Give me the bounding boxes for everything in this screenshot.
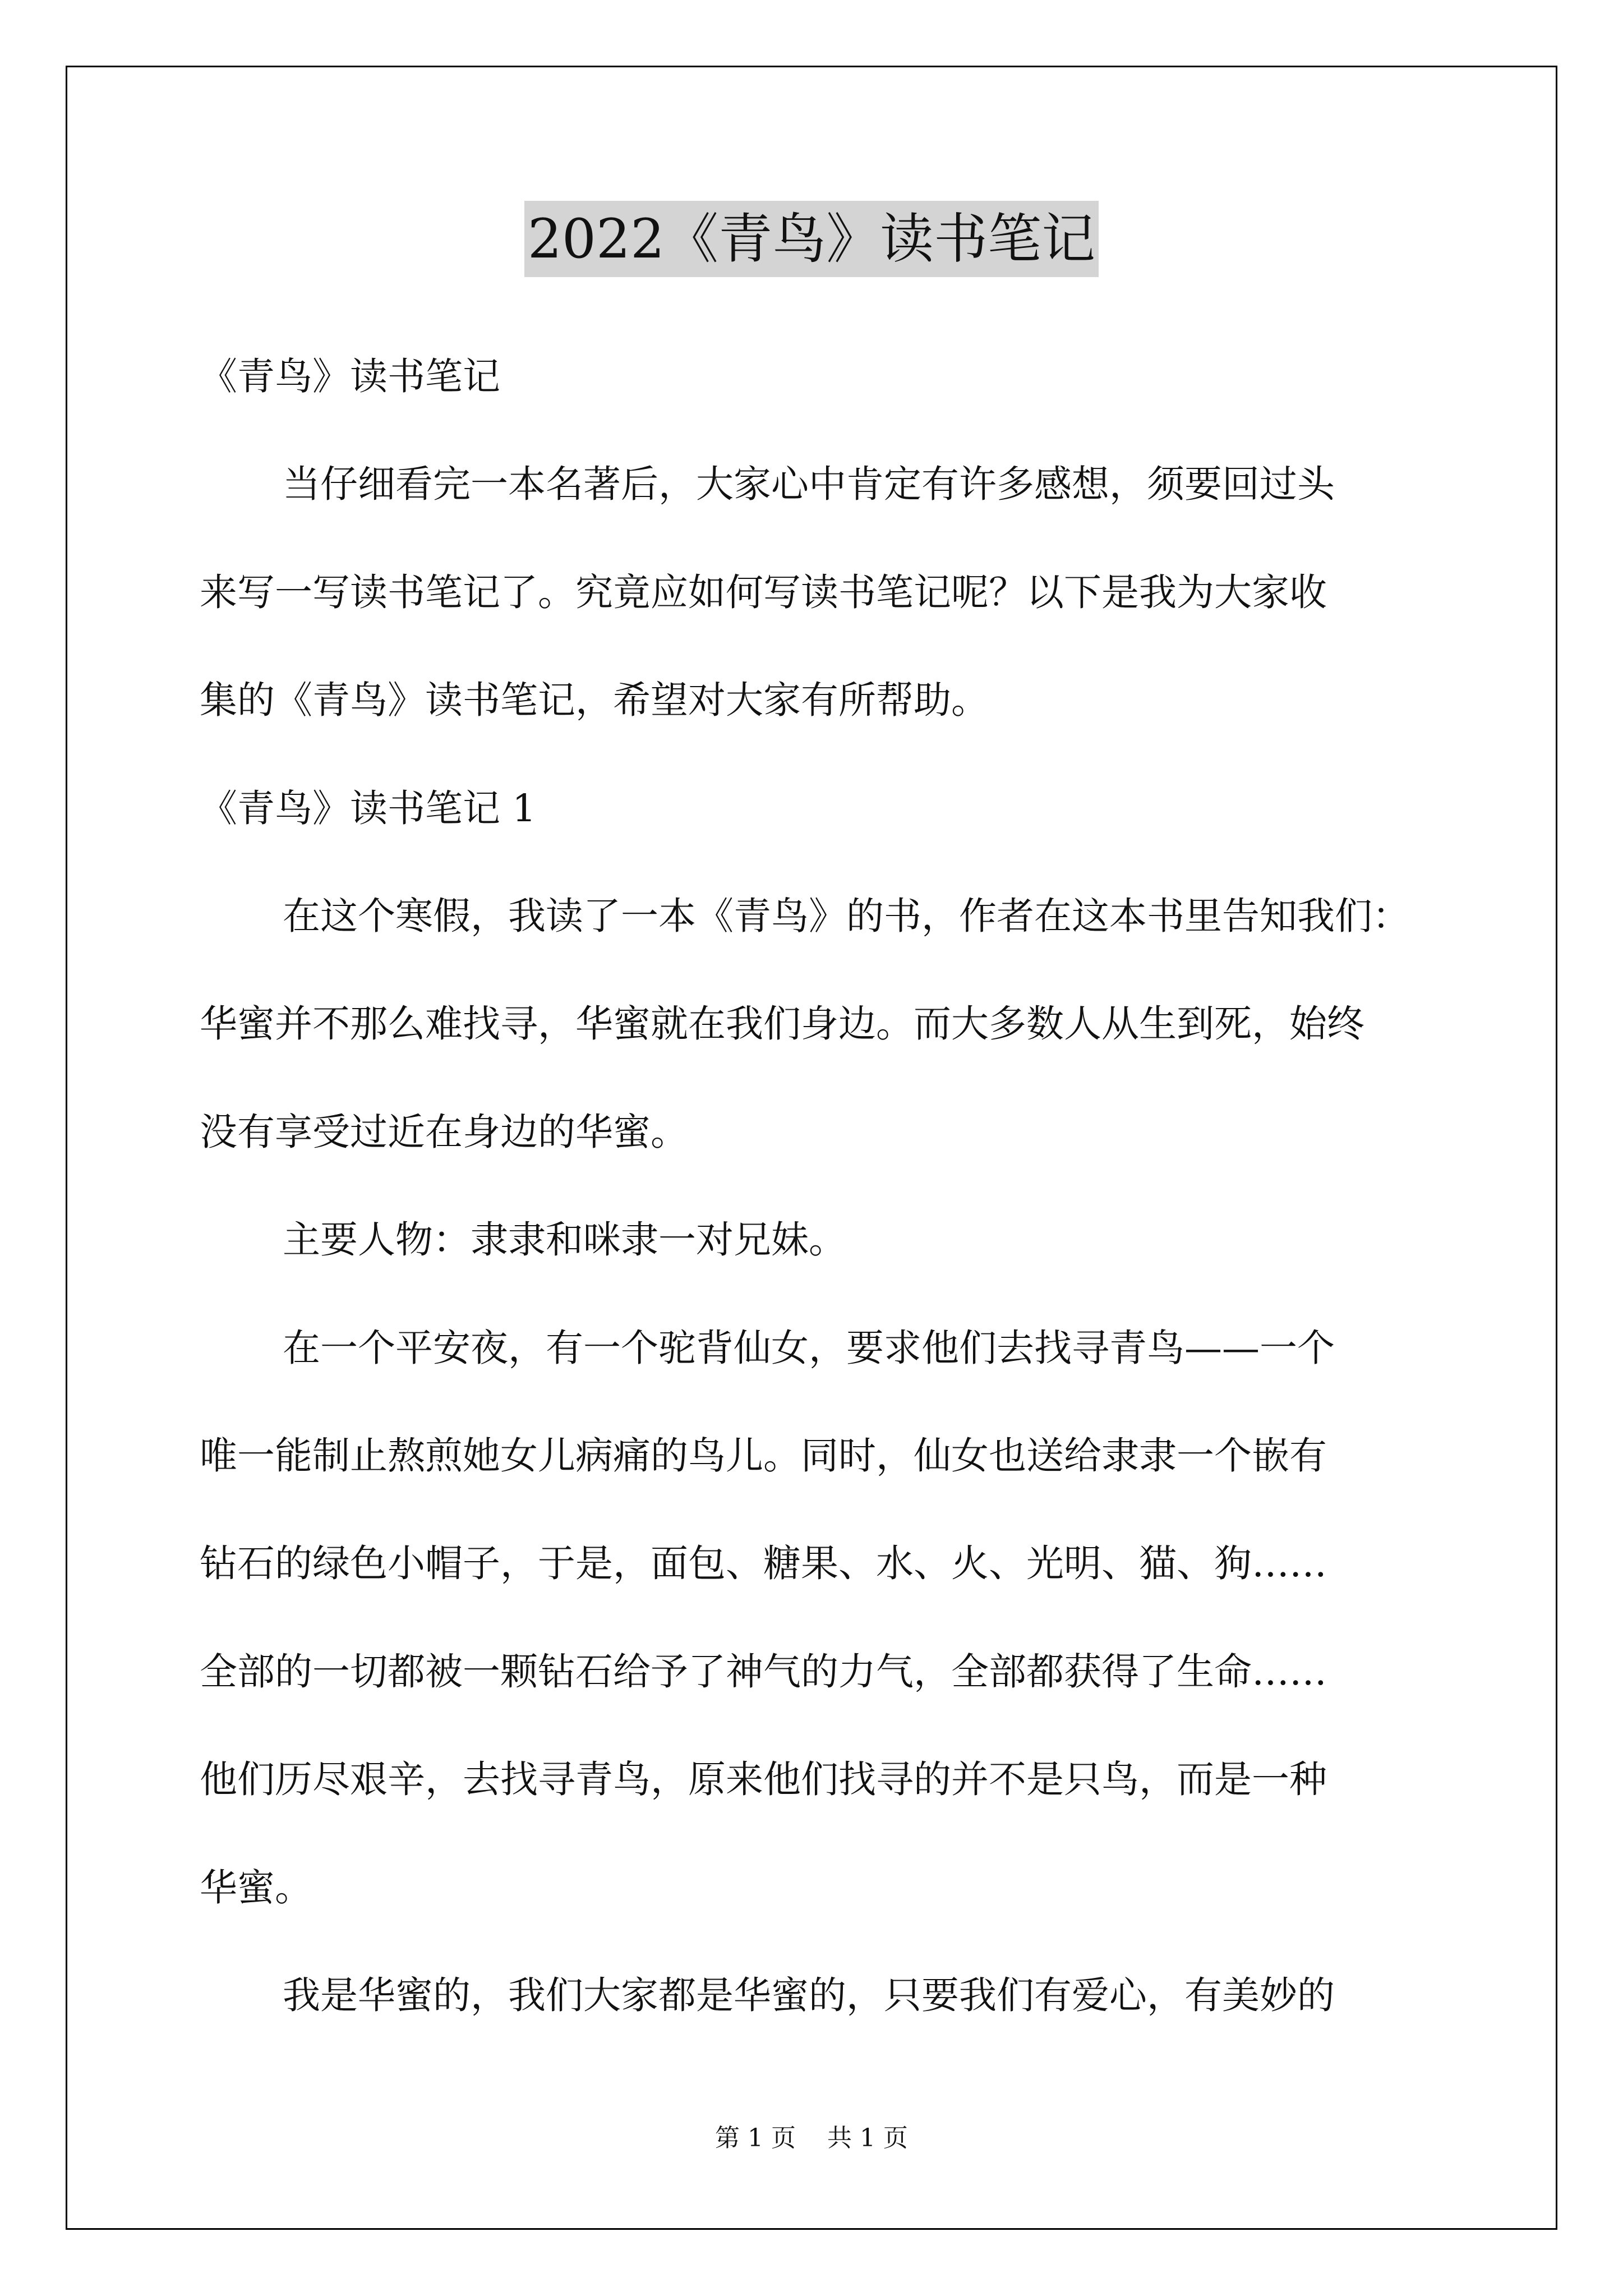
paragraph-line: 我是华蜜的，我们大家都是华蜜的，只要我们有爱心，有美妙的 (283, 1973, 1335, 2017)
paragraph-line: 在这个寒假，我读了一本《青鸟》的书，作者在这本书里告知我们： (283, 894, 1410, 938)
page-number-footer: 第 1 页 共 1 页 (715, 2124, 908, 2152)
paragraph-line: 华蜜。 (200, 1866, 312, 1910)
paragraph-line: 集的《青鸟》读书笔记，希望对大家有所帮助。 (200, 678, 989, 722)
paragraph-line: 当仔细看完一本名著后，大家心中肯定有许多感想，须要回过头 (283, 462, 1335, 506)
paragraph-line: 在一个平安夜，有一个驼背仙女，要求他们去找寻青鸟——一个 (283, 1326, 1335, 1370)
paragraph-line: 全部的一切都被一颗钻石给予了神气的力气，全部都获得了生命…… (200, 1650, 1327, 1694)
paragraph-line: 没有享受过近在身边的华蜜。 (200, 1110, 688, 1154)
title-container (0, 201, 1623, 277)
document-title: 2022《青鸟》读书笔记 (524, 201, 1099, 277)
paragraph-line: 主要人物：隶隶和咪隶一对兄妹。 (283, 1218, 846, 1262)
section-heading: 《青鸟》读书笔记 (200, 355, 500, 398)
paragraph-line: 他们历尽艰辛，去找寻青鸟，原来他们找寻的并不是只鸟，而是一种 (200, 1757, 1327, 1801)
paragraph-line: 华蜜并不那么难找寻，华蜜就在我们身边。而大多数人从生到死，始终 (200, 1002, 1364, 1046)
paragraph-line: 唯一能制止熬煎她女儿病痛的鸟儿。同时，仙女也送给隶隶一个嵌有 (200, 1434, 1327, 1478)
paragraph-line: 钻石的绿色小帽子，于是，面包、糖果、水、火、光明、猫、狗…… (200, 1542, 1327, 1585)
section-heading: 《青鸟》读书笔记 1 (200, 786, 536, 830)
paragraph-line: 来写一写读书笔记了。究竟应如何写读书笔记呢？以下是我为大家收 (200, 570, 1327, 614)
